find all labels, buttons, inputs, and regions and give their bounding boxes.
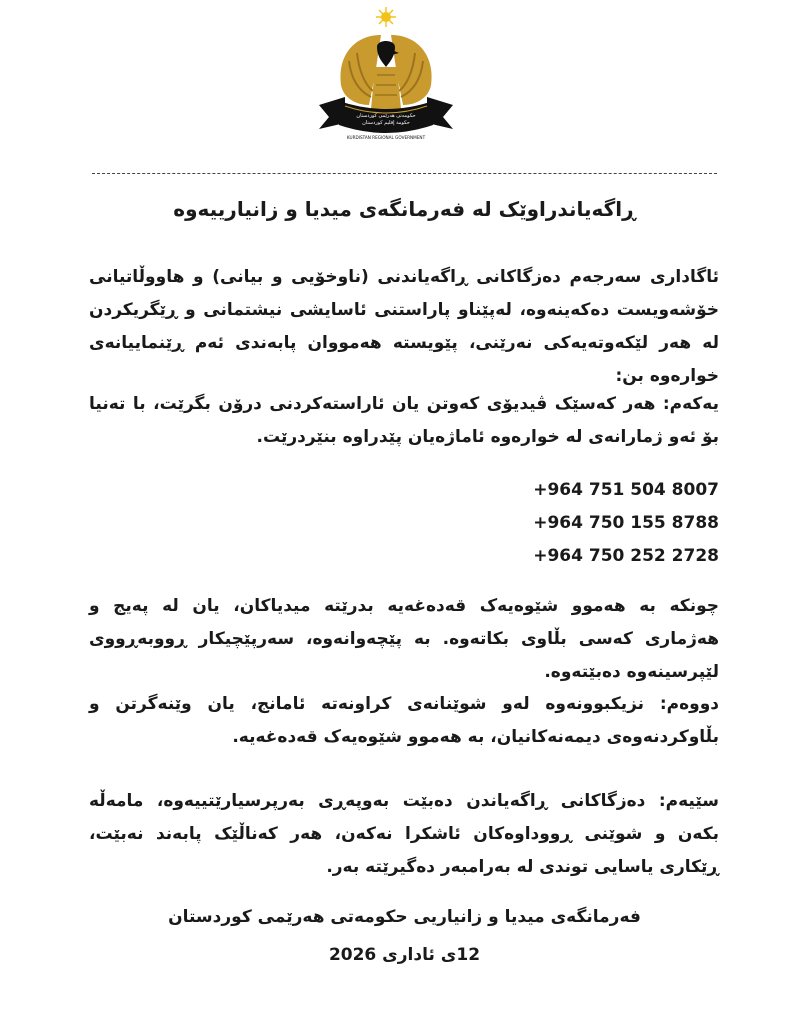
seal-text-kurdish: حکومەتی هەرێمی کوردستان: [356, 113, 416, 119]
third-instruction: سێیەم: دەزگاکانی ڕاگەیاندن دەبێت بەوپەڕی بەرپرسیارێتییەوە، مامەڵە بکەن و شوێنی ڕووداوەکان ئاشکرا نەکەن، هەر کەناڵێک پابەند نەبێت، ڕێکاری یاسایی توندی لە بەرامبەر دەگیرێتە بەر.: [89, 791, 719, 877]
header-divider: [92, 173, 717, 174]
second-instruction: دووەم: نزیکبوونەوە لەو شوێنانەی کراونەتە ئامانج، یان وێنەگرتن و بڵاوکردنەوەی دیمەنەکانیان، بە هەموو شێوەیەک قەدەغەیە.: [89, 694, 719, 747]
prohibition-paragraph: چونکە بە هەموو شێوەیەک قەدەغەیە بدرێتە میدیاکان، یان لە پەیج و هەژماری کەسی بڵاوی بکاتەوە. بە پێچەوانەوە، سەرپێچیکار ڕووبەڕووی لێپرسینەوە دەبێتەوە.: [89, 596, 719, 682]
signature-block: [0, 898, 809, 974]
first-instruction: یەکەم: هەر کەسێک ڤیدیۆی کەوتن یان ئاراستەکردنی درۆن بگرێت، با تەنیا بۆ ئەو ژمارانەی لە خوارەوە ئاماژەیان پێدراوە بنێردرێت.: [89, 394, 719, 447]
phone-list: [419, 474, 719, 573]
krg-seal-logo: [315, 5, 457, 143]
seal-text-english: KURDISTAN REGIONAL GOVERNMENT: [346, 135, 426, 140]
intro-paragraph: ئاگاداری سەرجەم دەزگاکانی ڕاگەیاندنی (ناوخۆیی و بیانی) و هاووڵاتیانی خۆشەویست دەکەینەوە، لەپێناو پاراستنی ئاسایشی نیشتمانی و ڕێگریکردن لە هەر لێکەوتەیەکی نەرێنی، پێویستە هەمووان پابەندی ئەم ڕێنماییانەی خوارەوە بن:: [89, 267, 719, 386]
issue-date: 12ی ئاداری 2026: [328, 945, 481, 965]
phone-number-3: +964 750 252 2728: [533, 546, 719, 566]
seal-text-arabic: حكومة إقليم كوردستان: [362, 120, 410, 126]
phone-number-1: +964 751 504 8007: [533, 480, 719, 500]
sun-icon: [376, 7, 396, 27]
page-title: ڕاگەیاندراوێک لە فەرمانگەی میدیا و زانیارییەوە: [173, 197, 636, 221]
phone-number-2: +964 750 155 8788: [533, 513, 719, 533]
issuer-name: فەرمانگەی میدیا و زانیاریی حکومەتی هەرێمی کوردستان: [168, 907, 641, 927]
eagle-icon: [340, 35, 431, 109]
